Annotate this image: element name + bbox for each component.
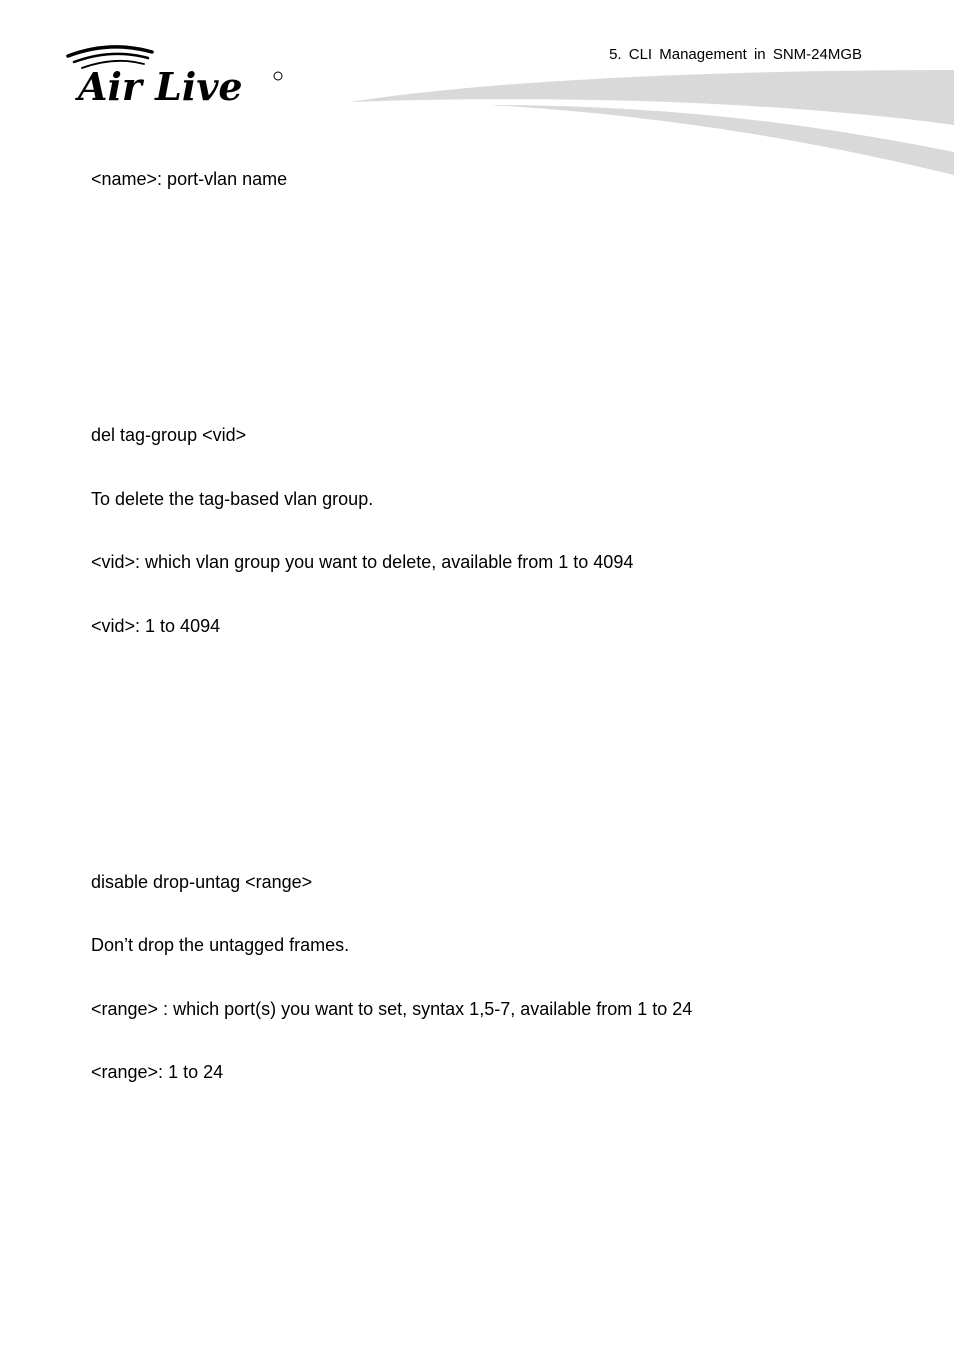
param-vid-range: <vid>: 1 to 4094	[91, 616, 221, 636]
param-range-values: <range>: 1 to 24	[91, 1062, 224, 1082]
param-range-description: <range> : which port(s) you want to set, syntax 1,5-7, available from 1 to 24	[91, 999, 693, 1019]
command-description: Don’t drop the untagged frames.	[91, 935, 350, 955]
command-disable-drop-untag: disable drop-untag <range>	[91, 872, 313, 892]
command-del-tag-group: del tag-group <vid>	[91, 425, 247, 445]
airlive-logo	[60, 38, 290, 108]
header-swoosh	[340, 60, 954, 180]
logo-text: Air Live	[78, 64, 243, 108]
param-name-line: <name>: port-vlan name	[91, 169, 288, 189]
param-vid-description: <vid>: which vlan group you want to delete, available from 1 to 4094	[91, 552, 634, 572]
command-description: To delete the tag-based vlan group.	[91, 489, 374, 509]
section-title: 5. CLI Management in SNM-24MGB	[609, 46, 862, 63]
